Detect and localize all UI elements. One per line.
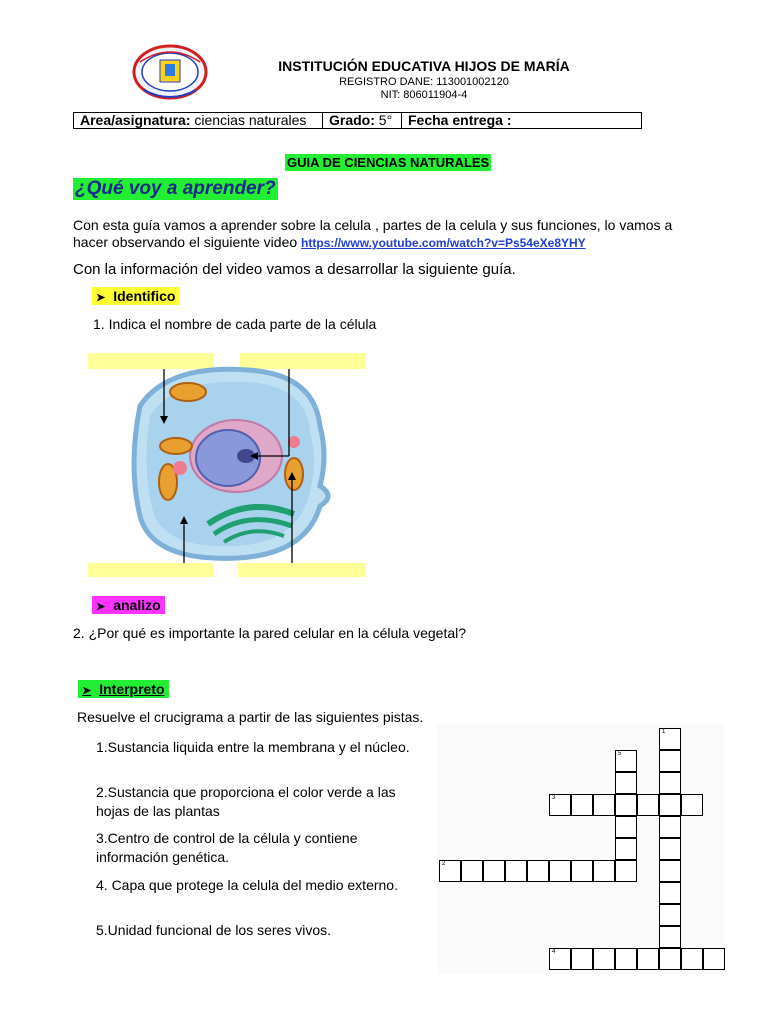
section-interpreto	[78, 681, 169, 699]
fecha-cell: Fecha entrega :	[408, 112, 512, 128]
crossword-cell[interactable]	[659, 926, 681, 948]
crossword-grid	[437, 724, 724, 974]
crossword-cell[interactable]	[571, 860, 593, 882]
crossword-cell[interactable]	[659, 882, 681, 904]
crossword-number: 5	[618, 751, 622, 757]
crossword-cell[interactable]	[615, 750, 637, 772]
question-2: 2. ¿Por qué es importante la pared celular en la célula vegetal?	[73, 625, 467, 641]
grado-cell: Grado: 5°	[323, 113, 402, 128]
section-identifico	[92, 288, 179, 306]
crossword-cell[interactable]	[505, 860, 527, 882]
crossword-cell[interactable]	[571, 794, 593, 816]
crossword-cell[interactable]	[593, 860, 615, 882]
crossword-cell[interactable]	[659, 794, 681, 816]
registro-dane: REGISTRO DANE: 113001002120	[339, 76, 509, 88]
crossword-cell[interactable]	[615, 838, 637, 860]
crossword-cell[interactable]	[681, 794, 703, 816]
crossword-cell[interactable]	[681, 948, 703, 970]
crossword-cell[interactable]	[659, 816, 681, 838]
crossword-cell[interactable]	[549, 948, 571, 970]
nit: NIT: 806011904-4	[380, 89, 468, 101]
section-analizo-highlight: ➤ analizo	[92, 596, 165, 614]
crossword-cell[interactable]	[549, 860, 571, 882]
section-analizo	[92, 597, 165, 615]
crossword-cell[interactable]	[549, 794, 571, 816]
arrow-bullet-icon: ➤	[82, 685, 92, 697]
crossword-cell[interactable]	[659, 838, 681, 860]
crossword-cell[interactable]	[461, 860, 483, 882]
area-cell: Area/asignatura: ciencias naturales	[74, 113, 323, 128]
crossword-cell[interactable]	[659, 750, 681, 772]
intro-paragraph: Con esta guía vamos a aprender sobre la celula , partes de la celula y sus funciones, lo vamos a hacer observando el siguiente video https://www.youtube.com/watch?v=Ps54eXe8YHY	[73, 217, 673, 250]
info-sentence: Con la información del video vamos a desarrollar la siguiente guía.	[73, 261, 516, 278]
label-box-top-right	[240, 353, 366, 369]
crossword-cell[interactable]	[637, 794, 659, 816]
clue-3: 3.Centro de control de la célula y contiene información genética.	[96, 830, 358, 865]
crossword-cell[interactable]	[483, 860, 505, 882]
label-box-top-left	[88, 353, 214, 369]
crossword-cell[interactable]	[659, 728, 681, 750]
crossword-cell[interactable]	[615, 772, 637, 794]
crossword-cell[interactable]	[571, 948, 593, 970]
arrow-bullet-icon: ➤	[96, 292, 106, 304]
clue-2: 2.Sustancia que proporciona el color verde a las hojas de las plantas	[96, 784, 396, 819]
clue-4: 4. Capa que protege la celula del medio externo.	[96, 877, 398, 893]
crossword-cell[interactable]	[659, 948, 681, 970]
crossword-cell[interactable]	[615, 816, 637, 838]
arrow-bullet-icon: ➤	[96, 601, 106, 613]
crossword-cell[interactable]	[439, 860, 461, 882]
info-table	[73, 112, 642, 129]
crossword-cell[interactable]	[659, 904, 681, 926]
crossword-intro: Resuelve el crucigrama a partir de las siguientes pistas.	[77, 709, 424, 725]
crossword-cell[interactable]	[615, 860, 637, 882]
crossword-cell[interactable]	[593, 948, 615, 970]
cell-diagram	[88, 346, 368, 578]
crossword-cell[interactable]	[615, 948, 637, 970]
video-link[interactable]: https://www.youtube.com/watch?v=Ps54eXe8YHY	[301, 236, 586, 250]
crossword-cell[interactable]	[659, 860, 681, 882]
clue-1: 1.Sustancia liquida entre la membrana y el núcleo.	[96, 739, 410, 755]
label-box-bottom-left	[88, 563, 214, 577]
institution-name: INSTITUCIÓN EDUCATIVA HIJOS DE MARÍA	[278, 58, 570, 74]
section-identifico-highlight: ➤ Identifico	[92, 287, 179, 305]
crossword-number: 4	[552, 949, 556, 955]
clue-5: 5.Unidad funcional de los seres vivos.	[96, 922, 332, 938]
crossword-number: 2	[442, 861, 446, 867]
crossword-cell[interactable]	[615, 794, 637, 816]
crossword-cell[interactable]	[659, 772, 681, 794]
crossword-number: 1	[662, 729, 666, 735]
clue-list	[96, 738, 412, 940]
crossword-cell[interactable]	[637, 948, 659, 970]
learn-heading: ¿Qué voy a aprender?	[75, 178, 276, 199]
label-box-bottom-right	[238, 563, 366, 577]
guide-title: GUIA DE CIENCIAS NATURALES	[287, 155, 490, 170]
question-1: 1. Indica el nombre de cada parte de la célula	[93, 316, 377, 332]
crossword-cell[interactable]	[527, 860, 549, 882]
section-interpreto-highlight: ➤ Interpreto	[78, 680, 169, 698]
crossword-number: 3	[552, 795, 556, 801]
crossword-cell[interactable]	[593, 794, 615, 816]
crossword-cell[interactable]	[703, 948, 725, 970]
